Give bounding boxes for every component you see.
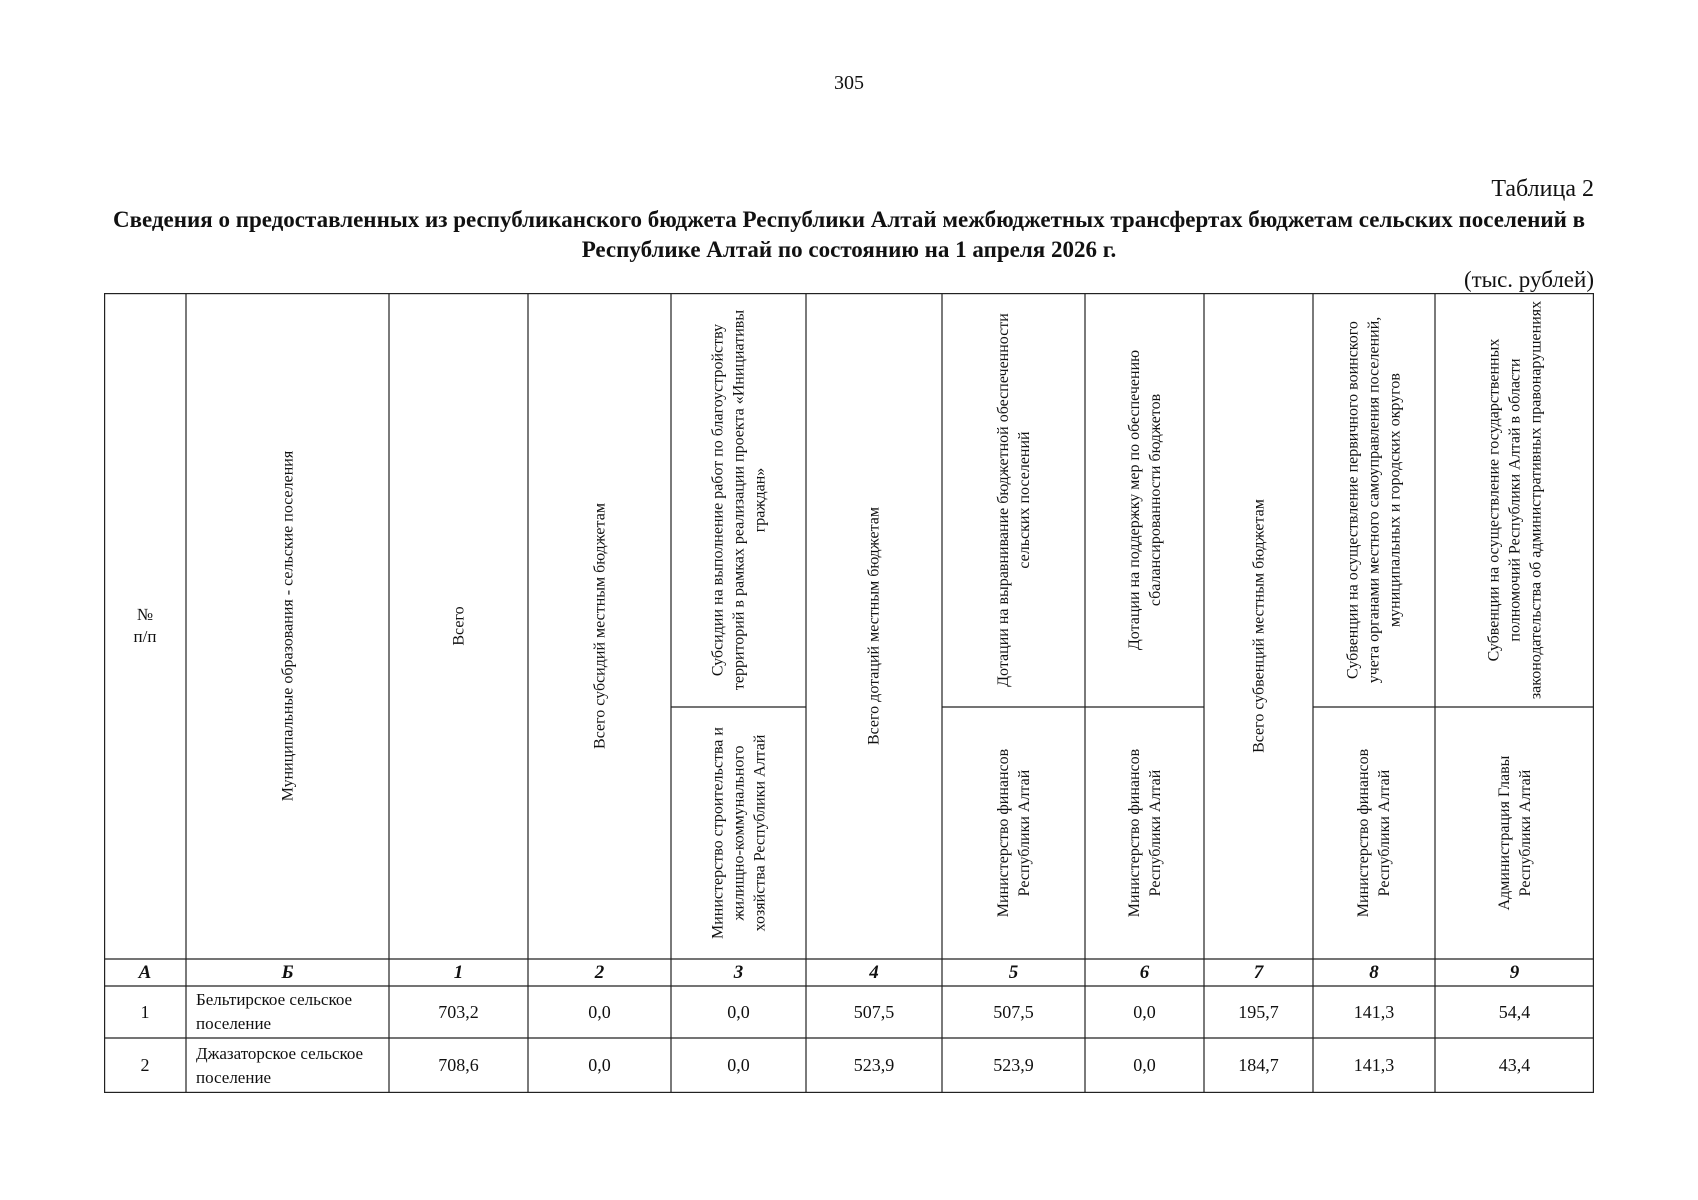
header-grant-balance-text: Дотации на поддержку мер по обеспечению сбалансированности бюджетов xyxy=(1125,349,1164,651)
transfers-table xyxy=(104,293,1594,1093)
page-number: 305 xyxy=(834,72,864,94)
header-total-subsidies xyxy=(528,293,671,959)
header-grant-equalization xyxy=(942,293,1085,707)
cell-subvention-admin-offenses: 54,4 xyxy=(1498,1001,1531,1022)
cell-grant-equalization: 523,9 xyxy=(993,1055,1034,1075)
cell-subvention-military: 141,3 xyxy=(1353,1055,1395,1075)
header-total-subventions-text: Всего субвенций местным бюджетам xyxy=(1250,499,1267,753)
header-num: № п/п xyxy=(133,605,157,646)
index-cell: Б xyxy=(281,961,294,983)
table-label: Таблица 2 xyxy=(1491,176,1594,202)
header-total-subventions xyxy=(1204,293,1313,959)
header-subsidy-improvement-admin xyxy=(671,707,806,959)
index-cell: 4 xyxy=(869,961,879,983)
cell-total-subsidies: 0,0 xyxy=(588,1055,611,1075)
header-municipality xyxy=(186,293,389,959)
header-subvention-admin-offenses-admin-text: Администрация Главы Республики Алтай xyxy=(1495,755,1534,911)
header-subsidy-improvement xyxy=(671,293,806,707)
header-subvention-admin-offenses-admin xyxy=(1435,707,1594,959)
index-cell: 5 xyxy=(1008,961,1019,983)
cell-grant-balance: 0,0 xyxy=(1133,1055,1156,1075)
cell-grant-balance: 0,0 xyxy=(1133,1001,1156,1022)
header-total-text: Всего xyxy=(450,606,467,646)
cell-subvention-military: 141,3 xyxy=(1353,1001,1395,1022)
header-grant-balance-admin-text: Министерство финансов Республики Алтай xyxy=(1125,748,1164,918)
row-municipality-name: Джазаторское сельское поселение xyxy=(196,1043,364,1087)
index-cell: 9 xyxy=(1509,961,1520,983)
cell-grant-equalization: 507,5 xyxy=(993,1001,1034,1022)
index-cell: 7 xyxy=(1253,961,1264,983)
header-grant-equalization-text: Дотации на выравнивание бюджетной обеспеченности сельских поселений xyxy=(994,313,1033,687)
header-subsidy-improvement-admin-text: Министерство строительства и жилищно-коммунального хозяйства Республики Алтай xyxy=(709,727,768,939)
header-subsidy-improvement-text: Субсидии на выполнение работ по благоустройству территорий в рамках реализации проекта «Инициативы граждан» xyxy=(709,309,768,691)
header-subvention-admin-offenses-text: Субвенции на осуществление государственных полномочий Республики Алтай в области законодательства об административных правонарушениях xyxy=(1485,300,1544,700)
cell-total-grants: 507,5 xyxy=(853,1001,895,1022)
index-cell: 3 xyxy=(733,961,744,983)
header-total-grants-text: Всего дотаций местным бюджетам xyxy=(865,506,883,746)
index-cell: 8 xyxy=(1369,961,1379,983)
cell-total-grants: 523,9 xyxy=(853,1055,895,1075)
cell-total-subventions: 195,7 xyxy=(1238,1001,1279,1022)
cell-total-subventions: 184,7 xyxy=(1238,1055,1279,1075)
row-number: 1 xyxy=(140,1001,150,1022)
cell-subsidy-improvement: 0,0 xyxy=(727,1001,750,1022)
row-number: 2 xyxy=(140,1055,150,1075)
header-subvention-military xyxy=(1313,293,1435,707)
cell-total-subsidies: 0,0 xyxy=(588,1001,611,1022)
cell-total: 703,2 xyxy=(438,1001,479,1022)
index-cell: 6 xyxy=(1139,961,1150,983)
header-grant-balance xyxy=(1085,293,1204,707)
index-cell: А xyxy=(138,961,152,983)
header-total-grants xyxy=(806,293,942,959)
header-total xyxy=(389,293,528,959)
document-title: Сведения о предоставленных из республиканского бюджета Республики Алтай межбюджетных трансфертах бюджетам сельских поселений в Республике Алтай по состоянию на 1 апреля 2026 г. xyxy=(112,207,1585,262)
index-cell: 2 xyxy=(594,961,605,983)
header-subvention-military-text: Субвенции на осуществление первичного воинского учета органами местного самоуправления поселений, муниципальных и городских округов xyxy=(1344,316,1404,684)
index-cell: 1 xyxy=(453,961,464,983)
cell-total: 708,6 xyxy=(438,1055,479,1075)
header-total-subsidies-text: Всего субсидий местным бюджетам xyxy=(591,503,608,749)
row-municipality-name: Бельтирское сельское поселение xyxy=(196,990,353,1033)
header-grant-equalization-admin-text: Министерство финансов Республики Алтай xyxy=(994,748,1033,918)
cell-subsidy-improvement: 0,0 xyxy=(727,1055,750,1075)
header-grant-balance-admin xyxy=(1085,707,1204,959)
header-municipality-text: Муниципальные образования - сельские поселения xyxy=(279,450,296,802)
header-subvention-admin-offenses xyxy=(1435,293,1594,707)
units-label: (тыс. рублей) xyxy=(1463,267,1594,292)
header-subvention-military-admin-text: Министерство финансов Республики Алтай xyxy=(1355,748,1393,918)
header-subvention-military-admin xyxy=(1313,707,1435,959)
cell-subvention-admin-offenses: 43,4 xyxy=(1498,1055,1531,1075)
header-grant-equalization-admin xyxy=(942,707,1085,959)
